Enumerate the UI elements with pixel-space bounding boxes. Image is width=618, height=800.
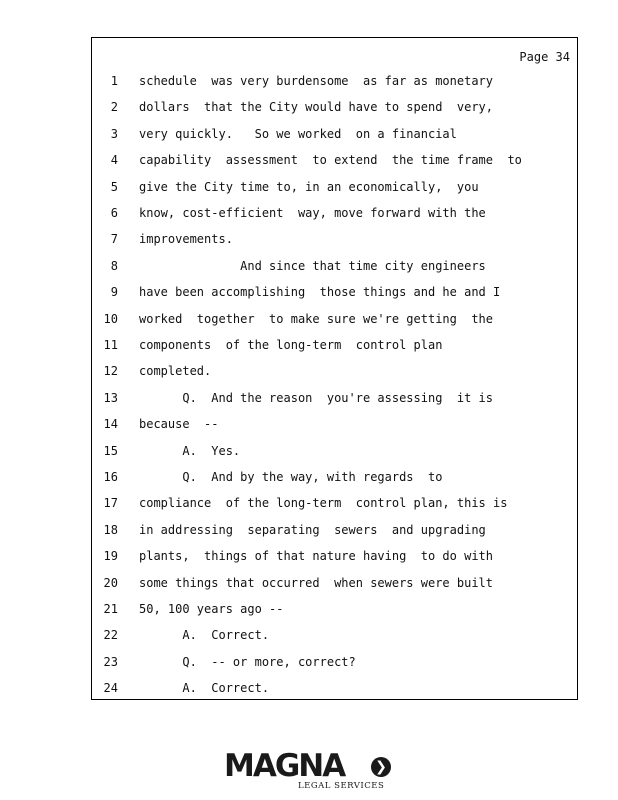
line-number: 10 — [103, 311, 118, 326]
logo-wordmark: MAGNA — [224, 748, 345, 784]
line-text: plants, things of that nature having to do with — [139, 549, 494, 564]
line-text: some things that occurred when sewers were built — [139, 575, 494, 590]
line-text: A. Yes. — [139, 443, 241, 458]
line-number: 3 — [110, 126, 118, 141]
line-text: dollars that the City would have to spend very, — [139, 100, 494, 115]
line-number: 15 — [103, 443, 118, 458]
transcript-page — [91, 37, 578, 700]
line-text: capability assessment to extend the time frame to — [139, 153, 522, 168]
line-number: 7 — [110, 232, 118, 247]
page-number: Page 34 — [519, 50, 570, 64]
magna-logo — [224, 749, 396, 794]
line-text: And since that time city engineers — [139, 258, 486, 273]
line-number: 1 — [110, 74, 118, 88]
line-text: Q. And the reason you're assessing it is — [139, 390, 494, 405]
line-text: very quickly. So we worked on a financial — [139, 126, 457, 141]
line-number: 18 — [103, 522, 118, 537]
arrow-right-circle-icon: ❯ — [371, 757, 391, 777]
line-number: 24 — [103, 681, 118, 696]
line-number: 16 — [103, 470, 118, 484]
line-number: 22 — [103, 628, 118, 643]
line-text: compliance of the long-term control plan, this is — [139, 496, 508, 511]
line-text: have been accomplishing those things and he and I — [139, 285, 501, 300]
line-number: 6 — [110, 206, 118, 220]
line-number: 21 — [103, 602, 118, 616]
line-number: 12 — [103, 364, 118, 379]
line-text: because -- — [139, 417, 219, 432]
line-number: 23 — [103, 654, 118, 669]
line-number: 4 — [110, 153, 118, 168]
line-number: 9 — [110, 285, 118, 300]
line-text: Q. And by the way, with regards to — [139, 470, 443, 484]
line-number: 13 — [103, 390, 118, 405]
line-text: Q. -- or more, correct? — [139, 654, 356, 669]
line-number: 19 — [103, 549, 118, 564]
line-number: 11 — [103, 338, 118, 352]
line-text: know, cost-efficient way, move forward with the — [139, 206, 486, 220]
logo-tagline: LEGAL SERVICES — [298, 781, 385, 791]
line-number: 20 — [103, 575, 118, 590]
line-text: A. Correct. — [139, 628, 270, 643]
line-text: in addressing separating sewers and upgrading — [139, 522, 486, 537]
line-number: 17 — [103, 496, 118, 511]
line-text: give the City time to, in an economically, you — [139, 179, 479, 194]
line-number: 2 — [110, 100, 118, 115]
line-text: completed. — [139, 364, 212, 379]
line-text: schedule was very burdensome as far as monetary — [139, 74, 494, 88]
line-text: components of the long-term control plan — [139, 338, 443, 352]
line-number: 8 — [110, 258, 118, 273]
line-text: improvements. — [139, 232, 233, 247]
line-text: A. Correct. — [139, 681, 270, 696]
line-text: 50, 100 years ago -- — [139, 602, 284, 616]
line-number: 14 — [103, 417, 118, 432]
line-text: worked together to make sure we're getting the — [139, 311, 494, 326]
line-number: 5 — [110, 179, 118, 194]
